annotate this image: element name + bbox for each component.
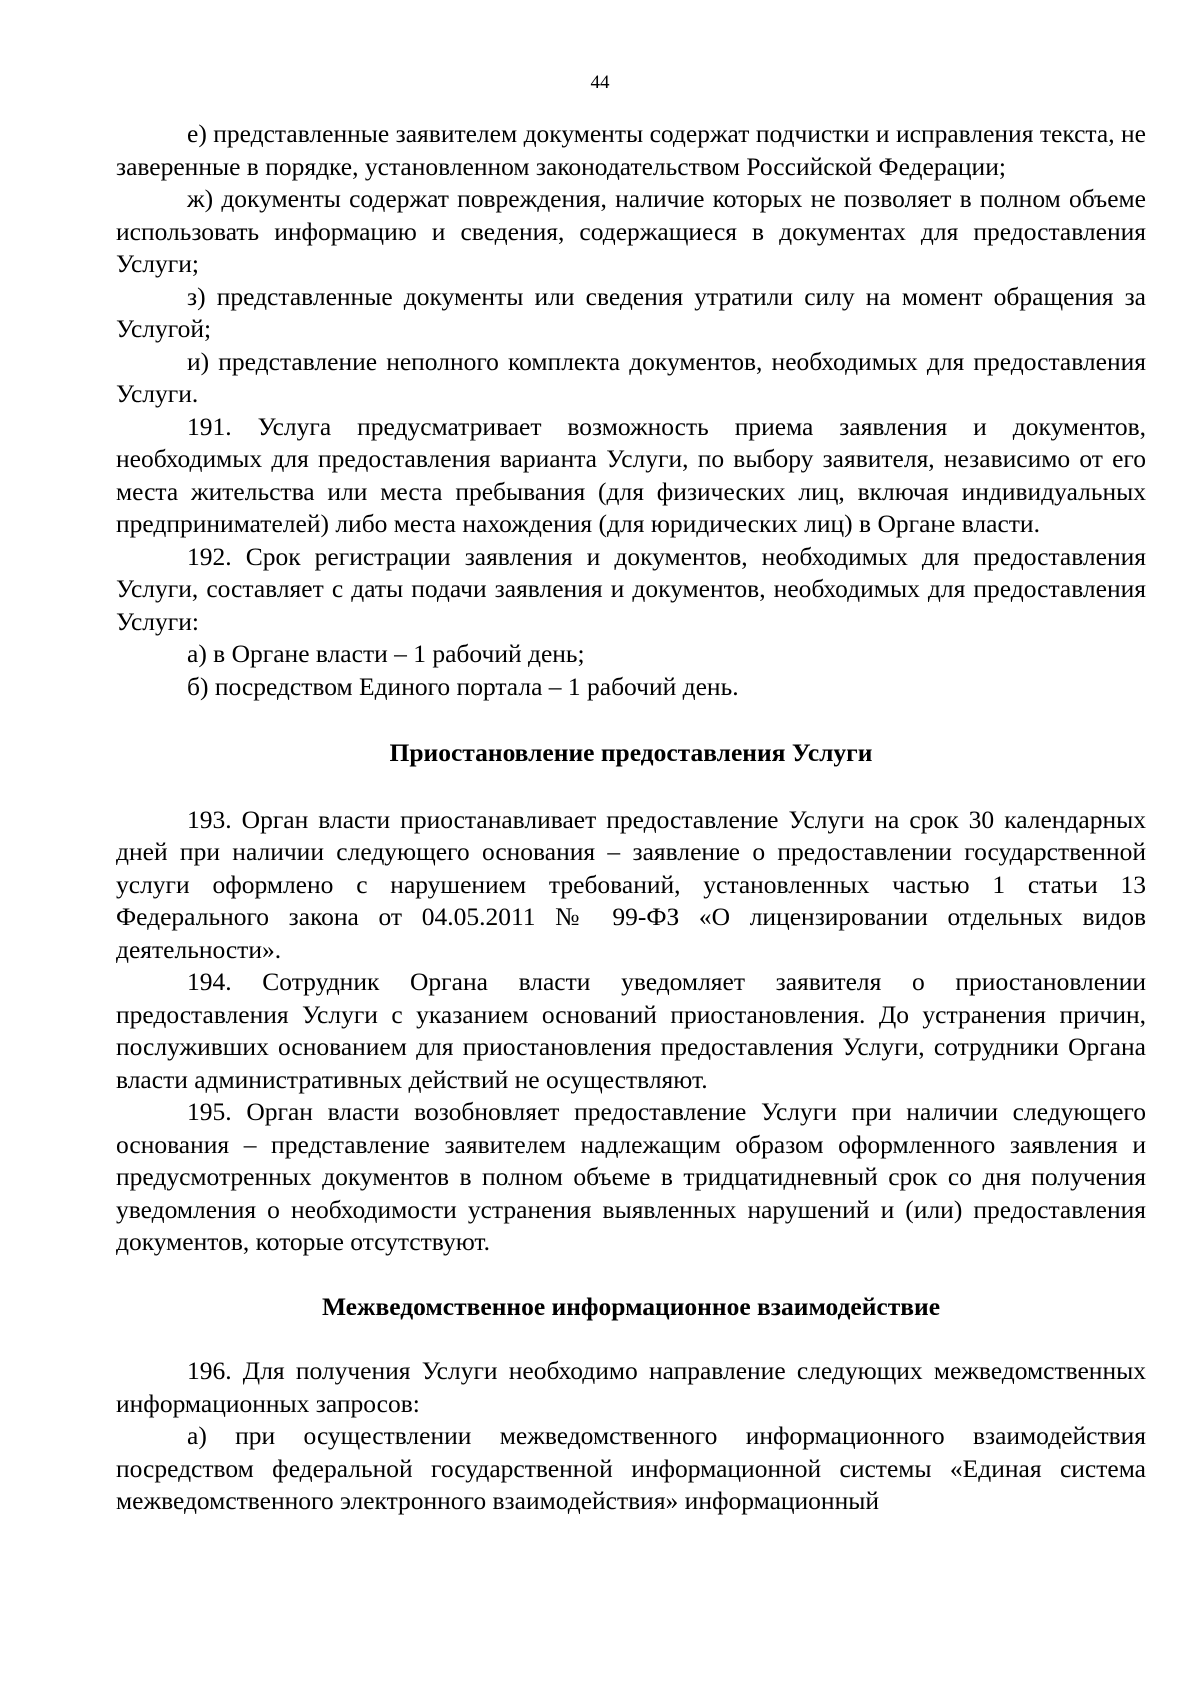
paragraph-192: 192. Срок регистрации заявления и документов, необходимых для предоставления Услуги, составляет с даты подачи заявления и документов, необходимых для предоставления Услуги: bbox=[116, 541, 1146, 636]
paragraph-196-a: а) при осуществлении межведомственного информационного взаимодействия посредством федеральной государственной информационной системы «Единая система межведомственного электронного взаимодействия» информационный bbox=[116, 1421, 1146, 1515]
paragraph-195: 195. Орган власти возобновляет предоставление Услуги при наличии следующего основания – представление заявителем надлежащим образом оформленного заявления и предусмотренных документов в полном объеме в тридцатидневный срок со дня получения уведомления о необходимости устранения выявленных нарушений и (или) предоставления документов, которые отсутствуют. bbox=[116, 1097, 1146, 1256]
paragraph-193: 193. Орган власти приостанавливает предоставление Услуги на срок 30 календарных дней при наличии следующего основания – заявление о предоставлении государственной услуги оформлено с нарушением требований, установленных частью 1 статьи 13 Федерального закона от 04.05.2011 № 99-ФЗ «О лицензировании отдельных видов деятельности». bbox=[116, 804, 1146, 964]
paragraph-item-e: е) представленные заявителем документы содержат подчистки и исправления текста, не заверенные в порядке, установленном законодательством Российской Федерации; bbox=[116, 119, 1146, 181]
page-number: 44 bbox=[590, 72, 610, 93]
document-body bbox=[116, 118, 1146, 1518]
paragraph-item-i: и) представление неполного комплекта документов, необходимых для предоставления Услуги. bbox=[116, 346, 1146, 408]
paragraph-192-b: б) посредством Единого портала – 1 рабочий день. bbox=[187, 671, 739, 701]
paragraph-196: 196. Для получения Услуги необходимо направление следующих межведомственных информационных запросов: bbox=[116, 1356, 1146, 1418]
paragraph-192-a: а) в Органе власти – 1 рабочий день; bbox=[187, 639, 585, 668]
paragraph-item-zh: ж) документы содержат повреждения, наличие которых не позволяет в полном объеме использовать информацию и сведения, содержащиеся в документах для предоставления Услуги; bbox=[116, 184, 1146, 278]
section-heading-suspension: Приостановление предоставления Услуги bbox=[389, 738, 873, 767]
paragraph-191: 191. Услуга предусматривает возможность приема заявления и документов, необходимых для предоставления варианта Услуги, по выбору заявителя, независимо от его места жительства или места пребывания (для физических лиц, включая индивидуальных предпринимателей) либо места нахождения (для юридических лиц) в Органе власти. bbox=[116, 411, 1146, 538]
paragraph-194: 194. Сотрудник Органа власти уведомляет заявителя о приостановлении предоставления Услуги с указанием оснований приостановления. До устранения причин, послуживших основанием для приостановления предоставления Услуги, сотрудники Органа власти административных действий не осуществляют. bbox=[116, 967, 1146, 1094]
section-heading-interagency: Межведомственное информационное взаимодействие bbox=[321, 1291, 941, 1321]
paragraph-item-z: з) представленные документы или сведения утратили силу на момент обращения за Услугой; bbox=[116, 281, 1146, 343]
